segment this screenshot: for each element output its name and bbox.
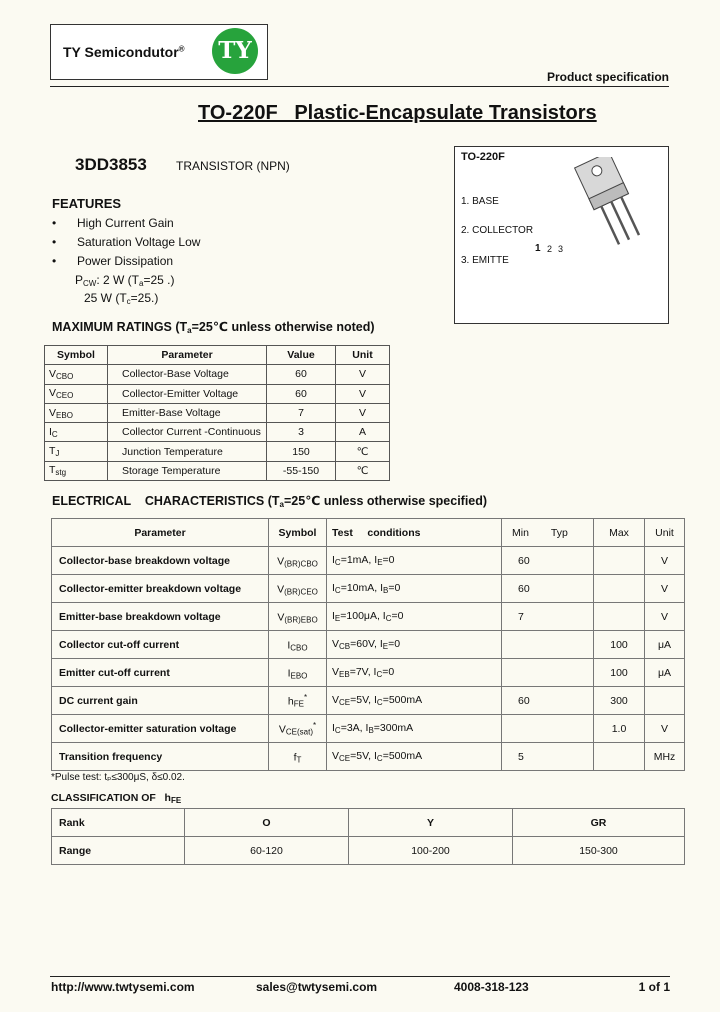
value-cell: 3: [267, 423, 336, 442]
range-cell: 60-120: [185, 837, 349, 865]
table-row: [52, 631, 685, 659]
max-cell: [594, 603, 645, 631]
pulse-test-note: *Pulse test: tₚ≤300μS, δ≤0.02.: [51, 772, 185, 783]
symbol-cell: $V_{(BR)CBO}$: [269, 547, 327, 575]
max-cell: [594, 547, 645, 575]
parameter-cell: Storage Temperature: [108, 461, 267, 480]
brand-name: TY Semicondutor®: [63, 44, 185, 60]
unit-cell: ℃: [336, 461, 390, 480]
column-header: Min Typ: [502, 519, 594, 547]
table-row: [52, 575, 685, 603]
min-typ-cell: [502, 631, 594, 659]
rank-row: [52, 809, 685, 837]
classification-title: CLASSIFICATION OF $h_{FE}$: [51, 792, 182, 805]
rank-label: Rank: [52, 809, 185, 837]
symbol-cell: $V_{(BR)EBO}$: [269, 603, 327, 631]
unit-cell: [645, 687, 685, 715]
table-header-row: [45, 346, 390, 365]
column-header: Parameter: [52, 519, 269, 547]
column-header: Max: [594, 519, 645, 547]
value-cell: 60: [267, 365, 336, 384]
document-title: TO-220F Plastic-Encapsulate Transistors: [198, 102, 597, 124]
value-cell: 150: [267, 442, 336, 461]
max-cell: 300: [594, 687, 645, 715]
footer-page-number: 1 of 1: [638, 980, 670, 994]
parameter-cell: Collector-Base Voltage: [108, 365, 267, 384]
range-cell: 150-300: [513, 837, 685, 865]
unit-cell: V: [336, 403, 390, 422]
max-cell: 100: [594, 659, 645, 687]
min-typ-cell: 60: [502, 687, 594, 715]
feature-item: • High Current Gain: [52, 216, 174, 230]
max-cell: 1.0: [594, 715, 645, 743]
unit-cell: ℃: [336, 442, 390, 461]
pin-number-1: 1: [535, 243, 541, 254]
column-header: Parameter: [108, 346, 267, 365]
electrical-characteristics-title: ELECTRICAL CHARACTERISTICS ($T_a=25℃$ unless otherwise specified): [52, 494, 488, 509]
condition-cell: $I_C=1mA$, $I_E=0$: [327, 547, 502, 575]
value-cell: 7: [267, 403, 336, 422]
rank-cell: O: [185, 809, 349, 837]
unit-cell: V: [336, 384, 390, 403]
column-header: Unit: [645, 519, 685, 547]
footer-phone: 4008-318-123: [454, 980, 529, 994]
max-cell: [594, 743, 645, 771]
condition-cell: $V_{CB}=60V$, $I_E=0$: [327, 631, 502, 659]
unit-cell: μA: [645, 631, 685, 659]
symbol-cell: $V_{EBO}$: [45, 403, 108, 422]
table-row: [52, 687, 685, 715]
part-number: 3DD3853: [75, 155, 147, 174]
parameter-cell: Transition frequency: [52, 743, 269, 771]
pin-number-2: 2: [547, 244, 553, 254]
symbol-cell: $h_{FE}^*$: [269, 687, 327, 715]
table-row: [45, 365, 390, 384]
condition-cell: $V_{CE}=5V$, $I_C=500mA$: [327, 687, 502, 715]
ty-logo-icon: TY: [212, 28, 258, 74]
logo-box: [50, 24, 268, 80]
condition-cell: $I_C=3A$, $I_B=300mA$: [327, 715, 502, 743]
condition-cell: $I_C=10mA$, $I_B=0$: [327, 575, 502, 603]
pin-label-base: 1. BASE: [461, 196, 499, 207]
features-title: FEATURES: [52, 196, 122, 211]
min-typ-cell: 60: [502, 547, 594, 575]
parameter-cell: Collector-base breakdown voltage: [52, 547, 269, 575]
unit-cell: V: [336, 365, 390, 384]
to220f-package-icon: [535, 157, 665, 257]
condition-cell: $I_E=100\mu A$, $I_C=0$: [327, 603, 502, 631]
column-header: Symbol: [269, 519, 327, 547]
range-cell: 100-200: [349, 837, 513, 865]
footer-website-link[interactable]: http://www.twtysemi.com: [51, 980, 195, 994]
parameter-cell: Junction Temperature: [108, 442, 267, 461]
unit-cell: V: [645, 715, 685, 743]
column-header: Test conditions: [327, 519, 502, 547]
condition-cell: $V_{EB}=7V$, $I_C=0$: [327, 659, 502, 687]
max-cell: 100: [594, 631, 645, 659]
condition-cell: $V_{CE}=5V$, $I_C=500mA$: [327, 743, 502, 771]
table-row: [52, 547, 685, 575]
package-box: [454, 146, 669, 324]
column-header: Symbol: [45, 346, 108, 365]
parameter-cell: Emitter-base breakdown voltage: [52, 603, 269, 631]
min-typ-cell: 60: [502, 575, 594, 603]
symbol-cell: $V_{CEO}$: [45, 384, 108, 403]
max-ratings-table: [44, 345, 390, 481]
parameter-cell: Emitter cut-off current: [52, 659, 269, 687]
part-description: TRANSISTOR (NPN): [176, 159, 290, 173]
footer-email-link[interactable]: sales@twtysemi.com: [256, 980, 378, 994]
symbol-cell: $V_{CBO}$: [45, 365, 108, 384]
pin-number-3: 3: [558, 244, 564, 254]
classification-table: [51, 808, 685, 865]
unit-cell: MHz: [645, 743, 685, 771]
max-ratings-title: MAXIMUM RATINGS ($T_a=25℃$ unless otherwise noted): [52, 320, 375, 335]
column-header: Value: [267, 346, 336, 365]
table-row: [45, 461, 390, 480]
min-typ-cell: [502, 659, 594, 687]
unit-cell: A: [336, 423, 390, 442]
power-dissipation-line-1: $P_{CW}$: 2 W ($T_a=25$ .): [75, 273, 175, 288]
table-row: [52, 659, 685, 687]
table-row: [45, 442, 390, 461]
min-typ-cell: 7: [502, 603, 594, 631]
parameter-cell: Collector Current -Continuous: [108, 423, 267, 442]
product-specification-label: Product specification: [546, 70, 669, 84]
package-name: TO-220F: [461, 151, 505, 163]
symbol-cell: $V_{(BR)CEO}$: [269, 575, 327, 603]
column-header: Unit: [336, 346, 390, 365]
table-row: [45, 403, 390, 422]
min-typ-cell: 5: [502, 743, 594, 771]
electrical-characteristics-table: [51, 518, 685, 771]
pin-label-collector: 2. COLLECTOR: [461, 225, 534, 236]
table-row: [45, 423, 390, 442]
parameter-cell: DC current gain: [52, 687, 269, 715]
symbol-cell: $V_{CE(sat)}^*$: [269, 715, 327, 743]
range-label: Range: [52, 837, 185, 865]
symbol-cell: $T_{stg}$: [45, 461, 108, 480]
table-row: [52, 715, 685, 743]
unit-cell: V: [645, 603, 685, 631]
rank-cell: Y: [349, 809, 513, 837]
parameter-cell: Emitter-Base Voltage: [108, 403, 267, 422]
power-dissipation-line-2: 25 W $(T_c=25.)$: [84, 291, 159, 306]
unit-cell: μA: [645, 659, 685, 687]
table-row: [52, 743, 685, 771]
parameter-cell: Collector-emitter saturation voltage: [52, 715, 269, 743]
header-divider: [50, 86, 669, 87]
pin-label-emitter: 3. EMITTE: [461, 255, 509, 266]
unit-cell: V: [645, 547, 685, 575]
min-typ-cell: [502, 715, 594, 743]
footer-divider: [50, 976, 670, 977]
parameter-cell: Collector-Emitter Voltage: [108, 384, 267, 403]
parameter-cell: Collector-emitter breakdown voltage: [52, 575, 269, 603]
feature-item: • Saturation Voltage Low: [52, 235, 201, 249]
parameter-cell: Collector cut-off current: [52, 631, 269, 659]
table-row: [45, 384, 390, 403]
max-cell: [594, 575, 645, 603]
value-cell: -55-150: [267, 461, 336, 480]
range-row: [52, 837, 685, 865]
table-row: [52, 603, 685, 631]
symbol-cell: $T_J$: [45, 442, 108, 461]
symbol-cell: $f_T$: [269, 743, 327, 771]
symbol-cell: $I_C$: [45, 423, 108, 442]
symbol-cell: $I_{CBO}$: [269, 631, 327, 659]
symbol-cell: $I_{EBO}$: [269, 659, 327, 687]
feature-item: • Power Dissipation: [52, 254, 174, 268]
rank-cell: GR: [513, 809, 685, 837]
table-header-row: [52, 519, 685, 547]
value-cell: 60: [267, 384, 336, 403]
unit-cell: V: [645, 575, 685, 603]
